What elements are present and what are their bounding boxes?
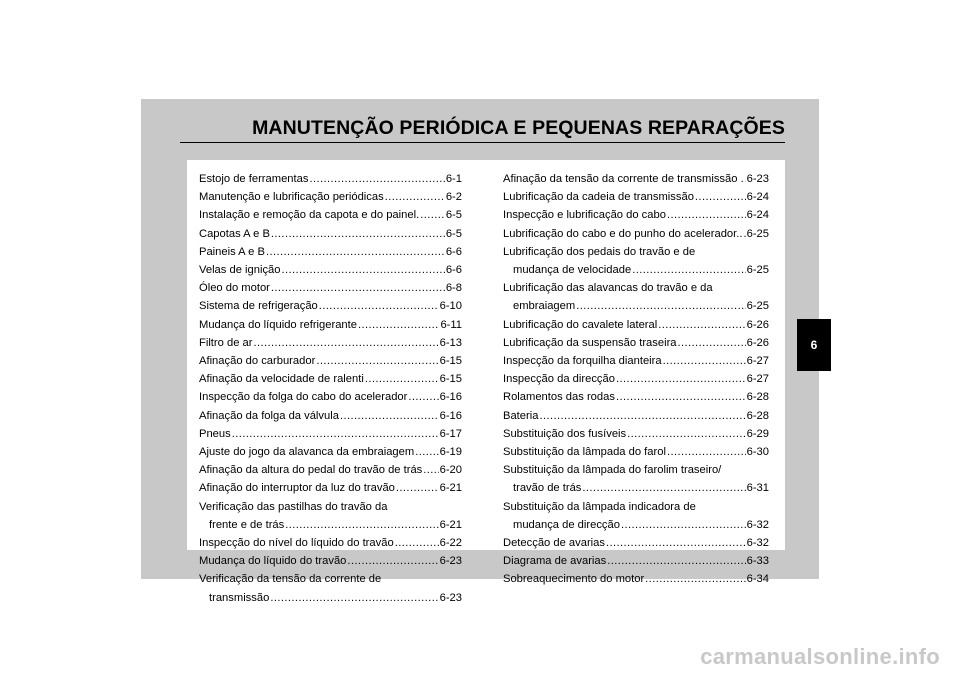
toc-entry-title: transmissão <box>209 591 270 604</box>
toc-entry[interactable] <box>503 334 769 352</box>
toc-page-number: 6-6 <box>445 245 462 258</box>
toc-entry[interactable] <box>503 516 769 534</box>
toc-entry[interactable] <box>199 352 462 370</box>
toc-entry[interactable] <box>199 279 462 297</box>
toc-entry[interactable] <box>199 261 462 279</box>
toc-leader-dots <box>745 170 746 188</box>
toc-leader-dots <box>319 297 439 315</box>
toc-entry-heading: Lubrificação das alavancas do travão e da <box>503 282 713 295</box>
toc-leader-dots <box>358 316 439 334</box>
toc-page-number: 6-27 <box>746 373 769 386</box>
toc-entry[interactable] <box>503 206 769 224</box>
toc-leader-dots <box>420 206 445 224</box>
toc-entry[interactable] <box>503 370 769 388</box>
toc-page-number: 6-1 <box>445 173 462 185</box>
toc-entry[interactable] <box>199 534 462 552</box>
toc-entry-title: Velas de ignição <box>199 264 281 277</box>
toc-page-number: 6-25 <box>746 264 769 277</box>
toc-entry[interactable] <box>503 479 769 497</box>
toc-leader-dots <box>253 334 438 352</box>
toc-entry-heading: Lubrificação dos pedais do travão e de <box>503 245 696 258</box>
toc-entry-title: Substituição dos fusíveis <box>503 427 627 440</box>
chapter-tab[interactable]: 6 <box>797 319 831 371</box>
toc-page-number: 6-25 <box>746 227 769 240</box>
toc-entry-title: Filtro de ar <box>199 336 253 349</box>
toc-leader-dots <box>663 352 746 370</box>
toc-page-number: 6-26 <box>746 318 769 331</box>
toc-entry[interactable] <box>503 552 769 570</box>
toc-entry-title: Inspecção do nível do líquido do travão <box>199 537 394 550</box>
toc-entry-heading: Substituição da lâmpada do farolim traseiro/ <box>503 464 722 477</box>
toc-entry-title: Inspecção e lubrificação do cabo <box>503 209 666 222</box>
toc-leader-dots <box>266 243 445 261</box>
title-rule <box>180 142 785 143</box>
toc-page-number: 6-22 <box>439 537 462 550</box>
toc-page-number: 6-17 <box>439 427 462 440</box>
toc-page-number: 6-20 <box>439 464 462 477</box>
toc-entry[interactable] <box>503 534 769 552</box>
toc-entry[interactable] <box>503 407 769 425</box>
toc-page-number: 6-21 <box>439 482 462 495</box>
toc-entry-title: travão de trás <box>513 482 582 495</box>
toc-entry[interactable] <box>199 589 462 607</box>
toc-entry[interactable] <box>199 334 462 352</box>
watermark-text: carmanualsonline.info <box>700 644 940 669</box>
toc-leader-dots <box>607 552 745 570</box>
toc-page-number: 6-28 <box>746 391 769 404</box>
toc-entry[interactable] <box>503 316 769 334</box>
toc-page-number: 6-11 <box>440 318 462 331</box>
toc-entry-title: Inspecção da forquilha dianteira <box>503 355 662 368</box>
toc-leader-dots <box>271 279 445 297</box>
toc-entry-title: Óleo do motor <box>199 282 270 295</box>
toc-entry[interactable] <box>199 188 462 206</box>
toc-page-number: 6-6 <box>445 264 462 277</box>
toc-entry-heading: Verificação das pastilhas do travão da <box>199 500 388 513</box>
toc-page-number: 6-19 <box>439 446 462 459</box>
toc-page-number: 6-34 <box>746 573 769 586</box>
toc-leader-dots <box>270 589 438 607</box>
toc-leader-dots <box>408 388 438 406</box>
contents-right-column <box>503 170 769 589</box>
toc-entry[interactable] <box>199 407 462 425</box>
toc-leader-dots <box>616 370 746 388</box>
toc-entry[interactable] <box>199 370 462 388</box>
toc-entry[interactable] <box>199 316 462 334</box>
toc-leader-dots <box>285 516 438 534</box>
toc-entry-title: Bateria <box>503 409 539 422</box>
toc-leader-dots <box>616 388 746 406</box>
toc-leader-dots <box>347 552 438 570</box>
toc-entry-title: Pneus <box>199 427 231 440</box>
toc-page-number: 6-15 <box>439 355 462 368</box>
toc-leader-dots <box>645 570 745 588</box>
toc-leader-dots <box>667 206 746 224</box>
toc-entry[interactable] <box>503 225 769 243</box>
toc-entry-title: Mudança do líquido refrigerante <box>199 318 357 331</box>
toc-page-number: 6-10 <box>439 300 462 313</box>
toc-entry[interactable] <box>199 170 462 188</box>
toc-leader-dots <box>281 261 444 279</box>
toc-leader-dots <box>232 425 439 443</box>
toc-entry-title: Afinação da tensão da corrente de transmissão . <box>503 173 744 185</box>
toc-leader-dots <box>396 479 439 497</box>
toc-page-number: 6-23 <box>439 555 462 568</box>
toc-entry-title: Paineis A e B <box>199 245 265 258</box>
toc-entry[interactable] <box>199 425 462 443</box>
toc-leader-dots <box>632 261 745 279</box>
toc-entry-title: Instalação e remoção da capota e do painel. <box>199 209 420 222</box>
toc-entry-title: Lubrificação do cavalete lateral <box>503 318 658 331</box>
toc-entry[interactable] <box>199 443 462 461</box>
toc-page-number: 6-28 <box>746 409 769 422</box>
toc-entry-title: Rolamentos das rodas <box>503 391 615 404</box>
toc-page-number: 6-32 <box>746 537 769 550</box>
toc-leader-dots <box>743 225 745 243</box>
toc-leader-dots <box>316 352 438 370</box>
toc-entry-title: Substituição da lâmpada do farol <box>503 446 666 459</box>
toc-page-number: 6-8 <box>445 282 462 295</box>
toc-page-number: 6-31 <box>746 482 769 495</box>
toc-leader-dots <box>627 425 745 443</box>
toc-leader-dots <box>621 516 746 534</box>
toc-entry-heading: Verificação da tensão da corrente de <box>199 573 382 586</box>
toc-entry-title: Capotas A e B <box>199 227 270 240</box>
toc-leader-dots <box>271 225 445 243</box>
toc-leader-dots <box>415 443 438 461</box>
toc-entry-title: frente e de trás <box>209 518 285 531</box>
toc-entry-title: Lubrificação do cabo e do punho do acelerador.. <box>503 227 743 240</box>
toc-page-number: 6-21 <box>439 518 462 531</box>
toc-entry-title: Estojo de ferramentas <box>199 173 309 185</box>
toc-leader-dots <box>309 170 444 188</box>
toc-leader-dots <box>576 297 745 315</box>
toc-leader-dots <box>695 188 746 206</box>
toc-entry-title: mudança de direcção <box>513 518 620 531</box>
toc-entry[interactable] <box>503 188 769 206</box>
toc-entry-title: Afinação da altura do pedal do travão de trás <box>199 464 423 477</box>
toc-entry[interactable] <box>199 243 462 261</box>
page-title: MANUTENÇÃO PERIÓDICA E PEQUENAS REPARAÇÕES <box>252 117 785 139</box>
toc-page-number: 6-30 <box>746 446 769 459</box>
toc-entry[interactable] <box>199 552 462 570</box>
toc-page-number: 6-29 <box>746 427 769 440</box>
toc-entry-title: embraiagem <box>513 300 576 313</box>
toc-page-number: 6-26 <box>746 336 769 349</box>
toc-entry-title: Lubrificação da suspensão traseira <box>503 336 677 349</box>
toc-page-number: 6-32 <box>746 518 769 531</box>
toc-entry[interactable] <box>503 170 769 188</box>
toc-entry-title: Detecção de avarias <box>503 537 605 550</box>
toc-leader-dots <box>423 461 438 479</box>
toc-entry[interactable] <box>199 516 462 534</box>
toc-page-number: 6-23 <box>439 591 462 604</box>
toc-entry[interactable] <box>503 261 769 279</box>
toc-leader-dots <box>582 479 745 497</box>
toc-leader-dots <box>365 370 439 388</box>
toc-entry[interactable] <box>503 297 769 315</box>
toc-leader-dots <box>340 407 439 425</box>
toc-page-number: 6-23 <box>746 173 769 185</box>
toc-entry-title: Afinação do interruptor da luz do travão <box>199 482 395 495</box>
toc-page-number: 6-27 <box>746 355 769 368</box>
toc-page-number: 6-24 <box>746 209 769 222</box>
toc-entry[interactable] <box>199 479 462 497</box>
toc-page-number: 6-5 <box>445 209 462 222</box>
toc-page-number: 6-2 <box>445 191 462 204</box>
toc-page-number: 6-25 <box>746 300 769 313</box>
toc-entry-title: Mudança do líquido do travão <box>199 555 347 568</box>
toc-entry-title: Inspecção da folga do cabo do acelerador <box>199 391 408 404</box>
toc-entry-title: Afinação da folga da válvula <box>199 409 339 422</box>
toc-entry-title: Lubrificação da cadeia de transmissão <box>503 191 694 204</box>
toc-page-number: 6-24 <box>746 191 769 204</box>
toc-entry-heading: Substituição da lâmpada indicadora de <box>503 500 696 513</box>
toc-entry-title: Diagrama de avarias <box>503 555 607 568</box>
toc-entry-title: Inspecção da direcção <box>503 373 615 386</box>
toc-entry-title: Sistema de refrigeração <box>199 300 318 313</box>
toc-entry[interactable] <box>199 297 462 315</box>
toc-page-number: 6-16 <box>439 391 462 404</box>
toc-page-number: 6-15 <box>439 373 462 386</box>
toc-entry[interactable] <box>199 461 462 479</box>
toc-entry[interactable] <box>199 206 462 224</box>
toc-leader-dots <box>658 316 745 334</box>
toc-entry[interactable] <box>503 443 769 461</box>
toc-entry[interactable] <box>199 225 462 243</box>
toc-entry-title: Manutenção e lubrificação periódicas <box>199 191 384 204</box>
toc-leader-dots <box>395 534 439 552</box>
toc-page-number: 6-16 <box>439 409 462 422</box>
toc-entry-title: Afinação do carburador <box>199 355 316 368</box>
toc-entry-title: Sobreaquecimento do motor <box>503 573 645 586</box>
toc-entry[interactable] <box>199 388 462 406</box>
toc-entry[interactable] <box>503 425 769 443</box>
toc-page-number: 6-5 <box>445 227 462 240</box>
toc-entry[interactable] <box>503 388 769 406</box>
toc-leader-dots <box>385 188 445 206</box>
toc-leader-dots <box>606 534 746 552</box>
toc-entry-title: Afinação da velocidade de ralenti <box>199 373 364 386</box>
toc-leader-dots <box>678 334 746 352</box>
toc-leader-dots <box>667 443 746 461</box>
toc-entry[interactable] <box>503 352 769 370</box>
toc-page-number: 6-13 <box>439 336 462 349</box>
contents-left-column <box>199 170 462 607</box>
toc-entry[interactable] <box>503 570 769 588</box>
toc-entry-title: mudança de velocidade <box>513 264 632 277</box>
toc-leader-dots <box>539 407 745 425</box>
toc-page-number: 6-33 <box>746 555 769 568</box>
toc-entry-title: Ajuste do jogo da alavanca da embraiagem <box>199 446 415 459</box>
